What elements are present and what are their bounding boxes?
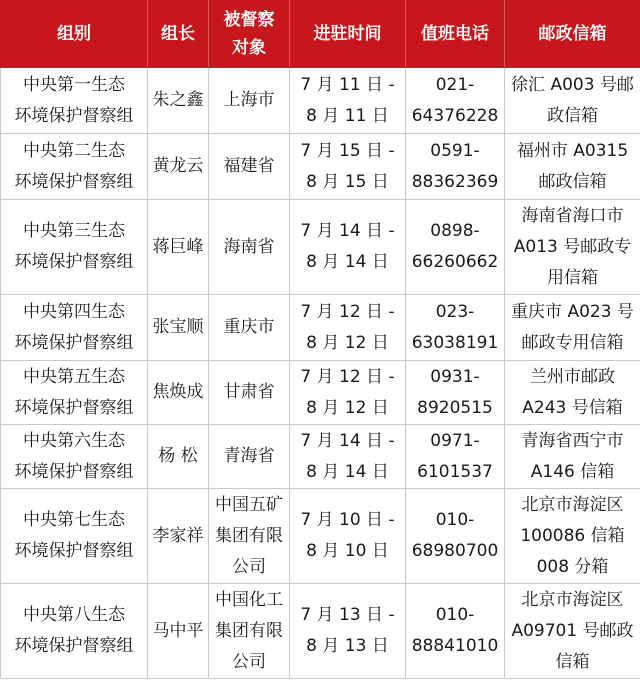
period-cell: [290, 68, 406, 134]
target-cell: [209, 134, 290, 200]
table-row: [1, 295, 640, 361]
phone-cell: [406, 68, 505, 134]
group-text: 中央第一生态 环境保护督察组: [14, 74, 134, 126]
mailbox-cell: [505, 425, 640, 489]
period-cell: [290, 200, 406, 295]
target-cell: [209, 361, 290, 425]
period-cell: [290, 425, 406, 489]
mailbox-text: 北京市海淀区 A09701 号邮政 信箱: [511, 589, 634, 672]
group-cell: [1, 425, 148, 489]
group-cell: [1, 489, 148, 584]
leader-cell: [148, 361, 209, 425]
phone-cell: [406, 134, 505, 200]
leader-text: 焦焕成: [152, 382, 204, 402]
mailbox-text: 海南省海口市 A013 号邮政专 用信箱: [513, 205, 632, 288]
phone-cell: [406, 425, 505, 489]
target-text: 上海市: [223, 90, 275, 110]
table-row: [1, 584, 640, 679]
group-cell: [1, 68, 148, 134]
phone-text: 010- 68980700: [411, 510, 499, 561]
header-phone-label: 值班电话: [421, 24, 489, 44]
group-text: 中央第五生态 环境保护督察组: [14, 366, 134, 418]
period-text: 7 月 12 日 - 8 月 12 日: [300, 366, 395, 418]
leader-cell: [148, 134, 209, 200]
leader-text: 李家祥: [152, 525, 204, 546]
table-row: [1, 489, 640, 584]
header-period: [290, 1, 406, 68]
target-text: 重庆市: [223, 317, 275, 337]
period-text: 7 月 12 日 - 8 月 12 日: [300, 301, 395, 353]
phone-text: 0931- 8920515: [417, 366, 493, 418]
phone-text: 0971- 6101537: [417, 430, 493, 482]
target-cell: [209, 489, 290, 584]
mailbox-cell: [505, 200, 640, 295]
period-cell: [290, 134, 406, 200]
table-row: [1, 134, 640, 200]
target-text: 海南省: [223, 236, 275, 257]
phone-text: 021- 64376228: [411, 74, 499, 126]
phone-cell: [406, 584, 505, 679]
period-text: 7 月 10 日 - 8 月 10 日: [300, 510, 395, 561]
mailbox-cell: [505, 134, 640, 200]
period-cell: [290, 295, 406, 361]
header-group-label: 组别: [57, 24, 91, 44]
period-cell: [290, 584, 406, 679]
phone-text: 0898- 66260662: [411, 221, 499, 272]
header-row: [1, 1, 640, 68]
header-phone: [406, 1, 505, 68]
phone-cell: [406, 361, 505, 425]
group-text: 中央第四生态 环境保护督察组: [14, 301, 134, 353]
group-text: 中央第二生态 环境保护督察组: [14, 140, 134, 192]
group-cell: [1, 200, 148, 295]
mailbox-text: 北京市海淀区 100086 信箱 008 分箱: [520, 494, 625, 577]
mailbox-cell: [505, 489, 640, 584]
target-text: 中国五矿 集团有限 公司: [215, 494, 283, 577]
mailbox-text: 福州市 A0315 邮政信箱: [516, 140, 629, 192]
phone-text: 010- 88841010: [411, 605, 499, 656]
table-row: [1, 200, 640, 295]
phone-cell: [406, 295, 505, 361]
period-cell: [290, 361, 406, 425]
group-cell: [1, 584, 148, 679]
leader-cell: [148, 295, 209, 361]
leader-text: 朱之鑫: [152, 90, 204, 110]
target-text: 中国化工 集团有限 公司: [215, 589, 283, 672]
table-row: [1, 425, 640, 489]
table-header: [1, 1, 640, 68]
target-text: 青海省: [223, 446, 275, 466]
period-cell: [290, 489, 406, 584]
leader-cell: [148, 425, 209, 489]
target-text: 福建省: [223, 156, 275, 176]
leader-text: 张宝顺: [152, 317, 204, 337]
header-leader-label: 组长: [161, 24, 195, 44]
header-target: [209, 1, 290, 68]
mailbox-text: 重庆市 A023 号 邮政专用信箱: [511, 301, 634, 353]
mailbox-cell: [505, 68, 640, 134]
leader-cell: [148, 489, 209, 584]
leader-text: 马中平: [152, 620, 204, 641]
group-text: 中央第七生态 环境保护督察组: [14, 510, 134, 561]
leader-cell: [148, 200, 209, 295]
phone-cell: [406, 200, 505, 295]
table-row: [1, 68, 640, 134]
target-cell: [209, 425, 290, 489]
group-cell: [1, 295, 148, 361]
mailbox-text: 兰州市邮政 A243 号信箱: [522, 366, 623, 418]
phone-text: 023- 63038191: [411, 301, 499, 353]
target-text: 甘肃省: [223, 382, 275, 402]
header-mailbox: [505, 1, 640, 68]
leader-text: 黄龙云: [152, 156, 204, 176]
mailbox-text: 青海省西宁市 A146 信箱: [521, 430, 624, 482]
header-period-label: 进驻时间: [313, 24, 382, 44]
group-cell: [1, 134, 148, 200]
target-cell: [209, 68, 290, 134]
mailbox-cell: [505, 584, 640, 679]
header-group: [1, 1, 148, 68]
group-cell: [1, 361, 148, 425]
leader-text: 杨 松: [158, 446, 198, 466]
period-text: 7 月 15 日 - 8 月 15 日: [300, 140, 395, 192]
period-text: 7 月 11 日 - 8 月 11 日: [300, 74, 395, 126]
period-text: 7 月 14 日 - 8 月 14 日: [300, 221, 395, 272]
leader-text: 蒋巨峰: [152, 236, 204, 257]
group-text: 中央第八生态 环境保护督察组: [14, 605, 134, 656]
table-row: [1, 361, 640, 425]
leader-cell: [148, 68, 209, 134]
header-leader: [148, 1, 209, 68]
header-target-label: 被督察 对象: [223, 10, 275, 58]
table-body: [1, 68, 640, 679]
header-mailbox-label: 邮政信箱: [538, 24, 607, 44]
target-cell: [209, 584, 290, 679]
leader-cell: [148, 584, 209, 679]
mailbox-cell: [505, 361, 640, 425]
phone-text: 0591- 88362369: [411, 140, 499, 192]
period-text: 7 月 13 日 - 8 月 13 日: [300, 605, 395, 656]
group-text: 中央第三生态 环境保护督察组: [14, 221, 134, 272]
group-text: 中央第六生态 环境保护督察组: [14, 430, 134, 482]
period-text: 7 月 14 日 - 8 月 14 日: [300, 430, 395, 482]
target-cell: [209, 200, 290, 295]
mailbox-cell: [505, 295, 640, 361]
mailbox-text: 徐汇 A003 号邮 政信箱: [511, 74, 634, 126]
phone-cell: [406, 489, 505, 584]
target-cell: [209, 295, 290, 361]
